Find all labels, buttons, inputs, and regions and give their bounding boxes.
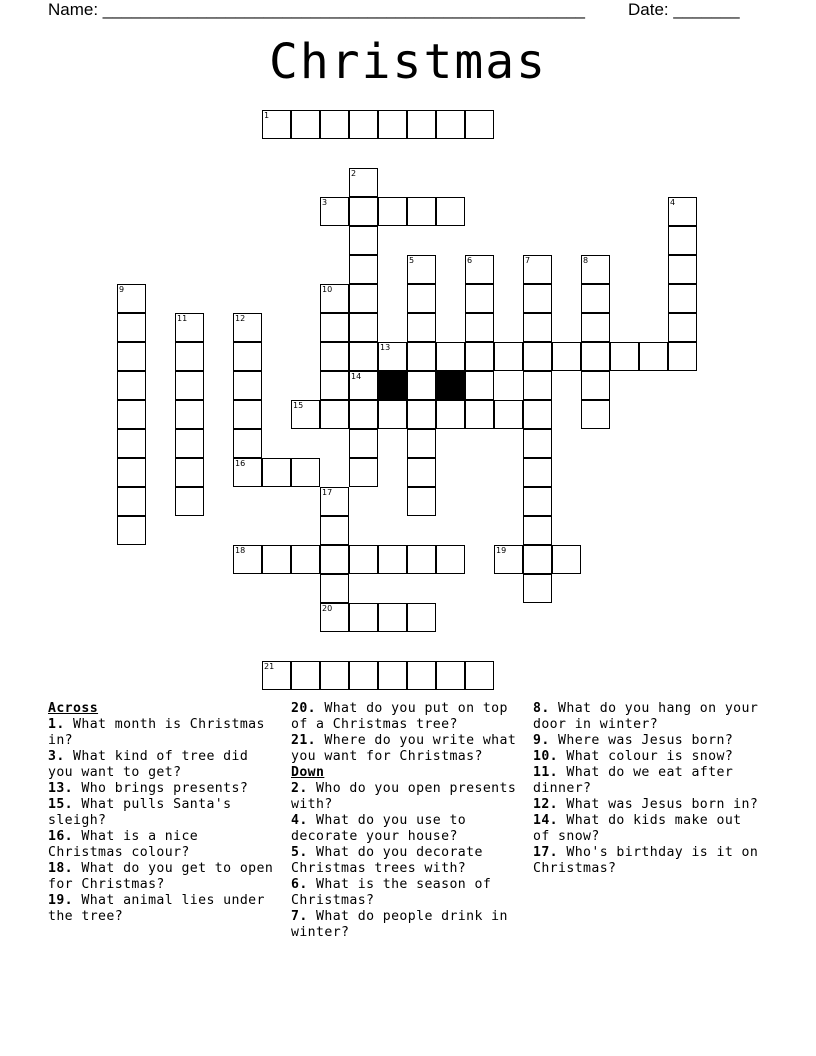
grid-cell[interactable]	[175, 400, 204, 429]
grid-cell[interactable]	[175, 342, 204, 371]
clue-number-label: 3.	[48, 749, 65, 764]
clue-text: What do you hang on your door in winter?	[533, 701, 759, 732]
grid-cell[interactable]	[349, 313, 378, 342]
grid-cell[interactable]	[407, 458, 436, 487]
clue-item	[291, 733, 521, 765]
clue-number: 11	[177, 314, 188, 323]
clue-number-label: 1.	[48, 717, 65, 732]
clue-item	[48, 781, 278, 797]
grid-cell[interactable]	[436, 342, 465, 371]
grid-cell[interactable]	[320, 313, 349, 342]
grid-cell[interactable]	[117, 371, 146, 400]
grid-cell[interactable]	[233, 400, 262, 429]
grid-cell[interactable]	[349, 603, 378, 632]
clue-number: 4	[670, 198, 676, 207]
clue-item	[533, 701, 763, 733]
clue-number-label: 10.	[533, 749, 559, 764]
clue-text: What do you get to open for Christmas?	[48, 861, 274, 892]
name-field-label: Name: ___________________________________________________	[48, 0, 585, 19]
grid-cell[interactable]	[407, 284, 436, 313]
clue-number-label: 20.	[291, 701, 317, 716]
clue-text: Who brings presents?	[73, 781, 249, 796]
grid-cell[interactable]	[291, 545, 320, 574]
grid-cell[interactable]	[494, 342, 523, 371]
clue-item	[533, 765, 763, 797]
grid-block	[436, 371, 465, 400]
grid-cell[interactable]	[668, 226, 697, 255]
grid-cell[interactable]	[523, 371, 552, 400]
grid-cell[interactable]	[465, 661, 494, 690]
clue-item	[291, 877, 521, 909]
grid-cell[interactable]	[175, 313, 204, 342]
grid-cell[interactable]	[407, 342, 436, 371]
grid-cell[interactable]	[349, 371, 378, 400]
grid-cell[interactable]	[407, 545, 436, 574]
grid-cell[interactable]	[291, 458, 320, 487]
date-field-label: Date: _______	[628, 0, 740, 19]
grid-cell[interactable]	[291, 110, 320, 139]
grid-cell[interactable]	[233, 342, 262, 371]
grid-cell[interactable]	[465, 313, 494, 342]
grid-cell[interactable]	[320, 284, 349, 313]
clue-number-label: 8.	[533, 701, 550, 716]
grid-cell[interactable]	[465, 110, 494, 139]
clue-item	[533, 797, 763, 813]
grid-cell[interactable]	[436, 661, 465, 690]
clue-text: What do you decorate Christmas trees with?	[291, 845, 483, 876]
clue-text: What animal lies under the tree?	[48, 893, 265, 924]
clue-number-label: 6.	[291, 877, 308, 892]
grid-cell[interactable]	[320, 400, 349, 429]
clue-number: 18	[235, 546, 246, 555]
clue-number-label: 16.	[48, 829, 74, 844]
grid-cell[interactable]	[523, 400, 552, 429]
grid-cell[interactable]	[523, 342, 552, 371]
grid-cell[interactable]	[320, 110, 349, 139]
clue-number: 8	[583, 256, 589, 265]
grid-cell[interactable]	[320, 603, 349, 632]
grid-cell[interactable]	[581, 342, 610, 371]
clue-item	[48, 861, 278, 893]
clue-number: 21	[264, 662, 275, 671]
clue-number: 9	[119, 285, 125, 294]
grid-cell[interactable]	[436, 110, 465, 139]
clue-number-label: 18.	[48, 861, 74, 876]
grid-cell[interactable]	[320, 197, 349, 226]
clue-text: Who's birthday is it on Christmas?	[533, 845, 759, 876]
grid-cell[interactable]	[523, 516, 552, 545]
clue-number: 7	[525, 256, 531, 265]
grid-cell[interactable]	[639, 342, 668, 371]
across-heading: Across	[48, 701, 99, 716]
grid-cell[interactable]	[117, 342, 146, 371]
clue-text: What do people drink in winter?	[291, 909, 508, 940]
grid-cell[interactable]	[233, 371, 262, 400]
grid-cell[interactable]	[320, 371, 349, 400]
grid-cell[interactable]	[320, 487, 349, 516]
grid-cell[interactable]	[407, 487, 436, 516]
clue-number-label: 4.	[291, 813, 308, 828]
clue-number-label: 15.	[48, 797, 74, 812]
grid-block	[378, 371, 407, 400]
clue-text: Who do you open presents with?	[291, 781, 517, 812]
grid-cell[interactable]	[117, 516, 146, 545]
grid-cell[interactable]	[523, 429, 552, 458]
grid-cell[interactable]	[378, 400, 407, 429]
clue-number: 2	[351, 169, 357, 178]
grid-cell[interactable]	[407, 371, 436, 400]
grid-cell[interactable]	[175, 371, 204, 400]
grid-cell[interactable]	[349, 284, 378, 313]
grid-cell[interactable]	[436, 400, 465, 429]
clue-text: What do you use to decorate your house?	[291, 813, 467, 844]
grid-cell[interactable]	[349, 429, 378, 458]
clue-item	[48, 717, 278, 749]
grid-cell[interactable]	[407, 197, 436, 226]
clue-number: 1	[264, 111, 270, 120]
clue-text: What was Jesus born in?	[558, 797, 759, 812]
grid-cell[interactable]	[668, 284, 697, 313]
clue-item	[533, 845, 763, 877]
grid-cell[interactable]	[407, 400, 436, 429]
clue-item	[533, 749, 763, 765]
clue-number: 20	[322, 604, 333, 613]
clue-item	[291, 701, 521, 733]
clue-number-label: 21.	[291, 733, 317, 748]
grid-cell[interactable]	[262, 458, 291, 487]
grid-cell[interactable]	[175, 429, 204, 458]
clue-number-label: 5.	[291, 845, 308, 860]
grid-cell[interactable]	[552, 545, 581, 574]
clue-item	[291, 909, 521, 941]
grid-cell[interactable]	[668, 342, 697, 371]
grid-cell[interactable]	[494, 545, 523, 574]
clue-number: 12	[235, 314, 246, 323]
grid-cell[interactable]	[494, 400, 523, 429]
clue-number: 10	[322, 285, 333, 294]
grid-cell[interactable]	[349, 197, 378, 226]
clue-text: Where was Jesus born?	[549, 733, 734, 748]
clue-number-label: 13.	[48, 781, 74, 796]
grid-cell[interactable]	[378, 603, 407, 632]
grid-cell[interactable]	[407, 661, 436, 690]
grid-cell[interactable]	[523, 487, 552, 516]
clue-item	[48, 749, 278, 781]
clue-number-label: 19.	[48, 893, 74, 908]
grid-cell[interactable]	[233, 458, 262, 487]
clue-number: 17	[322, 488, 333, 497]
clue-number: 6	[467, 256, 473, 265]
grid-cell[interactable]	[262, 661, 291, 690]
grid-cell[interactable]	[349, 110, 378, 139]
clue-text: What kind of tree did you want to get?	[48, 749, 249, 780]
grid-cell[interactable]	[378, 110, 407, 139]
clue-item	[48, 893, 278, 925]
clue-number: 15	[293, 401, 304, 410]
grid-cell[interactable]	[465, 342, 494, 371]
grid-cell[interactable]	[117, 487, 146, 516]
grid-cell[interactable]	[407, 255, 436, 284]
grid-cell[interactable]	[349, 545, 378, 574]
grid-cell[interactable]	[407, 603, 436, 632]
grid-cell[interactable]	[349, 458, 378, 487]
clue-item	[48, 829, 278, 861]
grid-cell[interactable]	[175, 487, 204, 516]
puzzle-title: Christmas	[268, 34, 548, 90]
grid-cell[interactable]	[233, 545, 262, 574]
grid-cell[interactable]	[117, 284, 146, 313]
clue-number: 19	[496, 546, 507, 555]
clue-number-label: 9.	[533, 733, 550, 748]
grid-cell[interactable]	[523, 458, 552, 487]
clue-text: Where do you write what you want for Christmas?	[291, 733, 517, 764]
clue-text: What is the season of Christmas?	[291, 877, 492, 908]
clue-number-label: 14.	[533, 813, 559, 828]
grid-cell[interactable]	[581, 284, 610, 313]
grid-cell[interactable]	[436, 545, 465, 574]
grid-cell[interactable]	[668, 255, 697, 284]
clue-number: 16	[235, 459, 246, 468]
grid-cell[interactable]	[320, 545, 349, 574]
grid-cell[interactable]	[610, 342, 639, 371]
clue-item	[291, 845, 521, 877]
clue-column-2	[291, 701, 521, 941]
down-heading: Down	[291, 765, 325, 780]
grid-cell[interactable]	[523, 574, 552, 603]
clue-text: What is a nice Christmas colour?	[48, 829, 199, 860]
clue-number-label: 12.	[533, 797, 559, 812]
clue-item	[291, 781, 521, 813]
grid-cell[interactable]	[407, 429, 436, 458]
grid-cell[interactable]	[117, 313, 146, 342]
grid-cell[interactable]	[523, 313, 552, 342]
grid-cell[interactable]	[175, 458, 204, 487]
grid-cell[interactable]	[436, 197, 465, 226]
grid-cell[interactable]	[291, 400, 320, 429]
clue-text: What pulls Santa's sleigh?	[48, 797, 232, 828]
grid-cell[interactable]	[523, 284, 552, 313]
clue-text: What do kids make out of snow?	[533, 813, 742, 844]
clue-text: What colour is snow?	[558, 749, 734, 764]
grid-cell[interactable]	[349, 255, 378, 284]
grid-cell[interactable]	[465, 255, 494, 284]
clue-item	[48, 797, 278, 829]
grid-cell[interactable]	[262, 545, 291, 574]
grid-cell[interactable]	[349, 168, 378, 197]
grid-cell[interactable]	[349, 400, 378, 429]
grid-cell[interactable]	[320, 342, 349, 371]
clue-number: 3	[322, 198, 328, 207]
grid-cell[interactable]	[465, 284, 494, 313]
grid-cell[interactable]	[668, 197, 697, 226]
grid-cell[interactable]	[349, 342, 378, 371]
grid-cell[interactable]	[523, 545, 552, 574]
grid-cell[interactable]	[233, 429, 262, 458]
grid-cell[interactable]	[465, 371, 494, 400]
grid-cell[interactable]	[378, 661, 407, 690]
clue-column-1	[48, 701, 278, 925]
clue-number: 14	[351, 372, 362, 381]
grid-cell[interactable]	[407, 313, 436, 342]
grid-cell[interactable]	[523, 255, 552, 284]
clue-text: What do we eat after dinner?	[533, 765, 734, 796]
grid-cell[interactable]	[320, 574, 349, 603]
clue-column-3	[533, 701, 763, 877]
grid-cell[interactable]	[291, 661, 320, 690]
clue-item	[533, 733, 763, 749]
grid-cell[interactable]	[349, 226, 378, 255]
clue-text: What month is Christmas in?	[48, 717, 265, 748]
grid-cell[interactable]	[378, 197, 407, 226]
clue-number-label: 7.	[291, 909, 308, 924]
grid-cell[interactable]	[581, 255, 610, 284]
grid-cell[interactable]	[117, 458, 146, 487]
grid-cell[interactable]	[117, 429, 146, 458]
clue-number-label: 11.	[533, 765, 559, 780]
grid-cell[interactable]	[378, 545, 407, 574]
clue-number: 13	[380, 343, 391, 352]
clue-item	[291, 813, 521, 845]
grid-cell[interactable]	[378, 342, 407, 371]
clue-number-label: 2.	[291, 781, 308, 796]
grid-cell[interactable]	[320, 516, 349, 545]
grid-cell[interactable]	[349, 661, 378, 690]
grid-cell[interactable]	[465, 400, 494, 429]
grid-cell[interactable]	[668, 313, 697, 342]
grid-cell[interactable]	[233, 313, 262, 342]
grid-cell[interactable]	[581, 371, 610, 400]
clue-number-label: 17.	[533, 845, 559, 860]
clue-text: What do you put on top of a Christmas tree?	[291, 701, 508, 732]
grid-cell[interactable]	[117, 400, 146, 429]
grid-cell[interactable]	[262, 110, 291, 139]
grid-cell[interactable]	[581, 313, 610, 342]
grid-cell[interactable]	[320, 661, 349, 690]
clue-number: 5	[409, 256, 415, 265]
grid-cell[interactable]	[407, 110, 436, 139]
clue-item	[533, 813, 763, 845]
grid-cell[interactable]	[552, 342, 581, 371]
grid-cell[interactable]	[581, 400, 610, 429]
